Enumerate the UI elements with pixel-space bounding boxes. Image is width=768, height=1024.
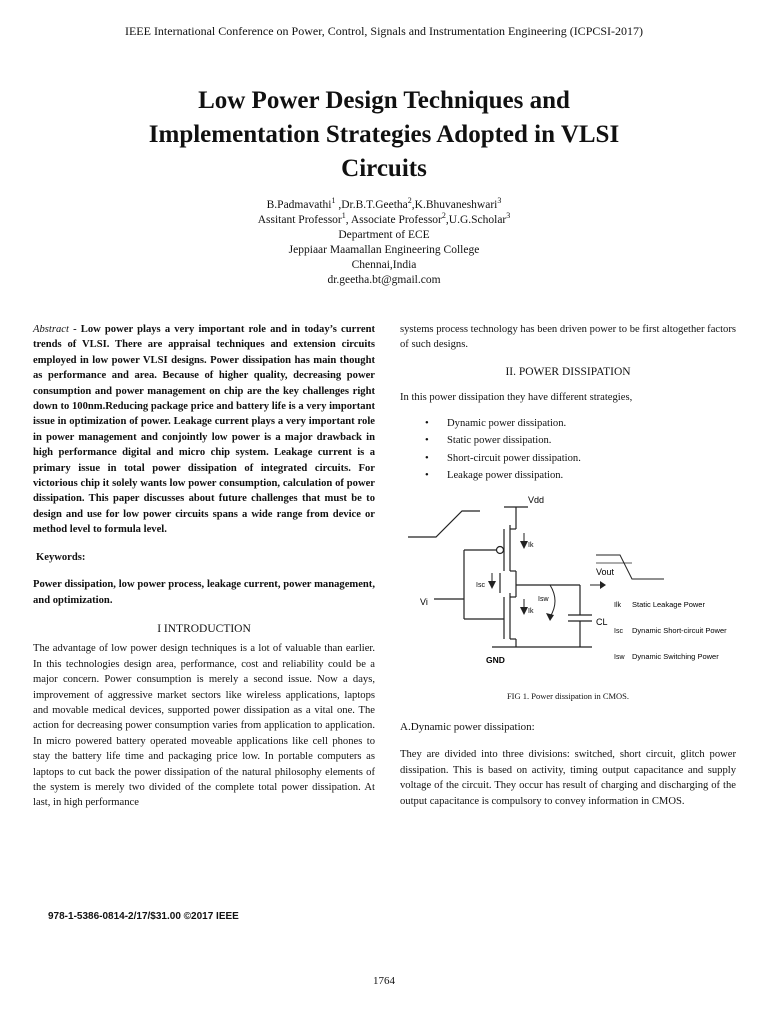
intro-heading: I INTRODUCTION <box>157 622 251 635</box>
author-2: ,Dr.B.T.Geetha <box>335 199 408 211</box>
author-3-sup: 3 <box>497 196 502 206</box>
list-item-label: Leakage power dissipation. <box>447 470 564 482</box>
isw-label: Isw <box>538 595 549 603</box>
bullet-icon: • <box>425 435 429 447</box>
author-1-sup: 1 <box>331 196 336 206</box>
list-item-label: Static power dissipation. <box>447 435 552 447</box>
section-2-intro: In this power dissipation they have different strategies, <box>400 392 633 404</box>
role-3: ,U.G.Scholar <box>445 214 507 226</box>
ik-label-bottom: Ik <box>528 607 534 615</box>
title-line-1: Low Power Design Techniques and <box>198 87 570 114</box>
subsection-heading: A.Dynamic power dissipation: <box>400 721 535 734</box>
legend-text-3: Dynamic Switching Power <box>632 651 719 661</box>
intro-text: The advantage of low power design techniques is a lot of valuable than earlier. In this technologies design area, performance, cost and reliability could be a major concern. Power consumption is merely a second issue. Now a days, improvement of aggressive market sectors like wireless applications, laptops and movable medical devices, supported power dissipation as a vital one. The action for decreasing power consumption varies from application to application. In micro powered battery operated moveable applications like cell phones to stay the battery life time and packaging price low. In portable computers as laptops to cut back the power dissipation of the natural philosophy elements of the system is merely two divided of the complete total power dissipation. At last, in high performance <box>33 643 375 809</box>
legend-sym-3: Isw <box>614 653 625 661</box>
list-item <box>425 415 736 433</box>
list-item <box>425 450 736 468</box>
isc-label: Isc <box>476 581 485 589</box>
subsection-text: They are divided into three divisions: switched, short circuit, glitch power dissipation. This is based on activity, timing output capacitance and supply voltage of the circuit. They occur has result of charging and discharging of the output capacitance is compulsory to convey information in CMOS. <box>400 749 736 807</box>
list-item <box>425 467 736 485</box>
section-2-heading: II. POWER DISSIPATION <box>505 365 631 378</box>
legend-sym-2: Isc <box>614 627 623 635</box>
conference-header: IEEE International Conference on Power, Control, Signals and Instrumentation Engineering (ICPCSI-2017) <box>124 24 644 38</box>
abstract-label: Abstract <box>33 324 69 335</box>
legend-sym-1: Ilk <box>614 601 621 609</box>
ik-label-top: Ik <box>528 541 534 549</box>
list-item-label: Short-circuit power dissipation. <box>447 452 581 464</box>
legend-text-2: Dynamic Short-circuit Power <box>632 625 727 635</box>
keywords-text: Power dissipation, low power process, leakage current, power management, and optimization. <box>33 579 375 606</box>
list-item <box>425 432 736 450</box>
strategy-list <box>400 415 736 485</box>
role-2-sup: 2 <box>441 211 446 221</box>
cmos-circuit-diagram <box>400 489 736 689</box>
bullet-icon: • <box>425 470 429 482</box>
continued-text: systems process technology has been driven power to be first altogether factors of such designs. <box>400 324 736 351</box>
input-waveform <box>408 511 480 537</box>
abstract <box>33 322 375 538</box>
vdd-label: Vdd <box>528 494 545 505</box>
author-1: B.Padmavathi <box>266 199 332 211</box>
role-2: , Associate Professor <box>345 214 442 226</box>
left-column <box>33 322 375 811</box>
abstract-text: - Low power plays a very important role and in today’s current trends of VLSI. There are appraisal techniques and extension circuits employed in low power VLSI designs. Power dissipation has main thought as performance and area. Because of higher quality, decreasing power consumption and power management on chip are the key challenges right down to 100nm.Reducing package price and battery life is a very important issue in optimization of power. Leakage current plays a very important role in power management and conjointly low power is a major drawback in high performance digital and micro chip system. Leakage current is a primary issue in total power dissipation of integrated circuits. For victorious chip it solely wants low power consumption, calculation of power dissipation. This paper discusses about future challenges that must be to design and use for low power circuits spans a wide range from device or method level to formula level. <box>33 324 375 536</box>
cl-label: CL <box>596 616 608 627</box>
email: dr.geetha.bt@gmail.com <box>327 274 441 286</box>
author-2-sup: 2 <box>407 196 412 206</box>
title-line-3: Circuits <box>341 155 427 182</box>
paper-title <box>60 84 708 186</box>
city: Chennai,India <box>351 259 417 271</box>
list-item-label: Dynamic power dissipation. <box>447 417 567 429</box>
legend-text-1: Static Leakage Power <box>632 599 705 609</box>
gnd-label: GND <box>486 654 505 665</box>
bullet-icon: • <box>425 452 429 464</box>
bullet-icon: • <box>425 417 429 429</box>
role-1: Assitant Professor <box>257 214 342 226</box>
vi-label: Vi <box>420 596 428 607</box>
keywords-heading: Keywords: <box>36 551 86 563</box>
isbn-copyright: 978-1-5386-0814-2/17/$31.00 ©2017 IEEE <box>48 911 239 922</box>
department: Department of ECE <box>338 229 430 241</box>
figure-caption: FIG 1. Power dissipation in CMOS. <box>506 690 630 701</box>
vout-label: Vout <box>596 566 615 577</box>
right-column <box>400 322 736 809</box>
author-roles <box>134 213 634 228</box>
author-names <box>134 198 634 213</box>
title-line-2: Implementation Strategies Adopted in VLSI <box>148 121 620 148</box>
college: Jeppiaar Maamallan Engineering College <box>288 244 480 256</box>
author-3: ,K.Bhuvaneshwari <box>411 199 498 211</box>
role-1-sup: 1 <box>341 211 346 221</box>
author-block <box>134 198 634 288</box>
page-number: 1764 <box>373 975 395 987</box>
cmos-figure <box>400 489 736 689</box>
role-3-sup: 3 <box>506 211 511 221</box>
